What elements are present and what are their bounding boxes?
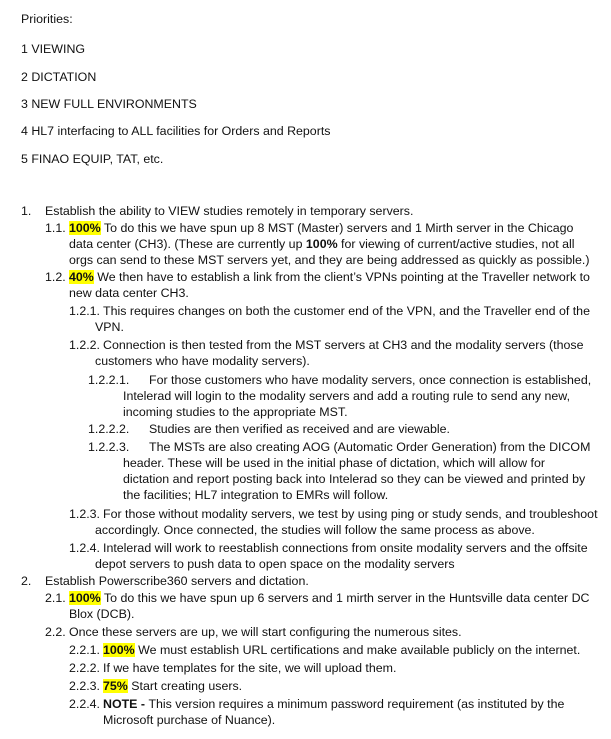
outline-text xyxy=(69,236,575,252)
outline-text xyxy=(69,590,589,606)
outline-text: Start creating users. xyxy=(127,679,243,693)
outline-text xyxy=(103,696,564,712)
outline-text: Establish the ability to VIEW studies remotely in temporary servers. xyxy=(45,204,414,218)
outline-text: To do this we have spun up 8 MST (Master) servers and 1 Mirth server in the Chicago xyxy=(100,221,574,235)
outline-number: 2.2. xyxy=(45,625,66,639)
outline-text: Intelerad will work to reestablish connections from onsite modality servers and the offsite xyxy=(103,541,588,555)
outline-text: orgs can send to these MST servers yet, and they are being addressed as quickly as possible.) xyxy=(69,253,590,267)
outline-text: the facilities; HL7 integration to EMRs will follow. xyxy=(123,488,389,502)
outline-number: 2.2.2. xyxy=(69,661,101,675)
priorities-heading: Priorities: xyxy=(21,12,73,26)
outline-text: incoming studies to the appropriate MST. xyxy=(123,405,348,419)
status-badge: 40% xyxy=(69,270,94,284)
status-badge: 75% xyxy=(103,679,128,693)
note-label: NOTE - xyxy=(103,697,149,711)
priority-item: 3 NEW FULL ENVIRONMENTS xyxy=(21,97,197,111)
outline-text: For those without modality servers, we test by using ping or study sends, and troubleshoot xyxy=(103,507,598,521)
outline-number: 2.2.1. xyxy=(69,643,101,657)
outline-text: new data center CH3. xyxy=(69,286,189,300)
status-badge: 100% xyxy=(103,643,135,657)
status-badge: 100% xyxy=(69,591,101,605)
outline-number: 1.1. xyxy=(45,221,66,235)
outline-text: Connection is then tested from the MST servers at CH3 and the modality servers (those xyxy=(103,338,584,352)
outline-text: We then have to establish a link from the client’s VPNs pointing at the Traveller network to xyxy=(93,270,590,284)
outline-text: Microsoft purchase of Nuance). xyxy=(103,713,276,727)
outline-text xyxy=(69,269,590,285)
priority-item: 1 VIEWING xyxy=(21,42,86,56)
outline-text: Once these servers are up, we will start configuring the numerous sites. xyxy=(69,625,462,639)
outline-number: 1. xyxy=(21,204,32,218)
outline-text: Establish Powerscribe360 servers and dictation. xyxy=(45,574,309,588)
bold-percent: 100% xyxy=(305,237,338,251)
outline-text: If we have templates for the site, we will upload them. xyxy=(103,661,397,675)
outline-text: Blox (DCB). xyxy=(69,607,135,621)
outline-number: 2. xyxy=(21,574,32,588)
outline-text: for viewing of current/active studies, not all xyxy=(337,237,575,251)
status-badge: 100% xyxy=(69,221,101,235)
outline-number: 2.2.3. xyxy=(69,679,101,693)
outline-text: This requires changes on both the customer end of the VPN, and the Traveller end of the xyxy=(103,304,590,318)
outline-text: dictation and report posting back into Intelerad so they can be viewed and printed by xyxy=(123,472,586,486)
outline-number: 2.1. xyxy=(45,591,66,605)
outline-number: 1.2.4. xyxy=(69,541,101,555)
outline-text: To do this we have spun up 6 servers and 1 mirth server in the Huntsville data center DC xyxy=(100,591,590,605)
outline-number: 1.2.2.3. xyxy=(88,440,130,454)
outline-text: VPN. xyxy=(95,320,124,334)
outline-number: 2.2.4. xyxy=(69,697,101,711)
outline-text: Studies are then verified as received and are viewable. xyxy=(149,422,450,436)
outline-text: header. These will be used in the initial phase of dictation, which will allow for xyxy=(123,456,545,470)
outline-number: 1.2.2. xyxy=(69,338,101,352)
priority-item: 5 FINAO EQUIP, TAT, etc. xyxy=(21,152,164,166)
outline-text: customers who have modality servers). xyxy=(95,354,310,368)
outline-number: 1.2.2.2. xyxy=(88,422,130,436)
priority-item: 4 HL7 interfacing to ALL facilities for Orders and Reports xyxy=(21,124,331,138)
outline-text: This version requires a minimum password requirement (as instituted by the xyxy=(148,697,565,711)
priority-item: 2 DICTATION xyxy=(21,70,97,84)
outline-text xyxy=(103,642,580,658)
outline-number: 1.2.2.1. xyxy=(88,373,130,387)
outline-text: The MSTs are also creating AOG (Automatic Order Generation) from the DICOM xyxy=(149,440,591,454)
outline-number: 1.2.1. xyxy=(69,304,101,318)
outline-text: We must establish URL certifications and make available publicly on the internet. xyxy=(134,643,581,657)
outline-text xyxy=(103,678,242,694)
outline-text: For those customers who have modality servers, once connection is established, xyxy=(149,373,592,387)
outline-number: 1.2. xyxy=(45,270,66,284)
outline-text: depot servers to push data to open space on the modality servers xyxy=(95,557,455,571)
outline-text xyxy=(69,220,573,236)
outline-text: Intelerad will login to the modality servers and add a routing rule to send any new, xyxy=(123,389,571,403)
outline-text: data center (CH3). (These are currently up xyxy=(69,237,306,251)
outline-text: accordingly. Once connected, the studies will follow the same process as above. xyxy=(95,523,535,537)
outline-number: 1.2.3. xyxy=(69,507,101,521)
